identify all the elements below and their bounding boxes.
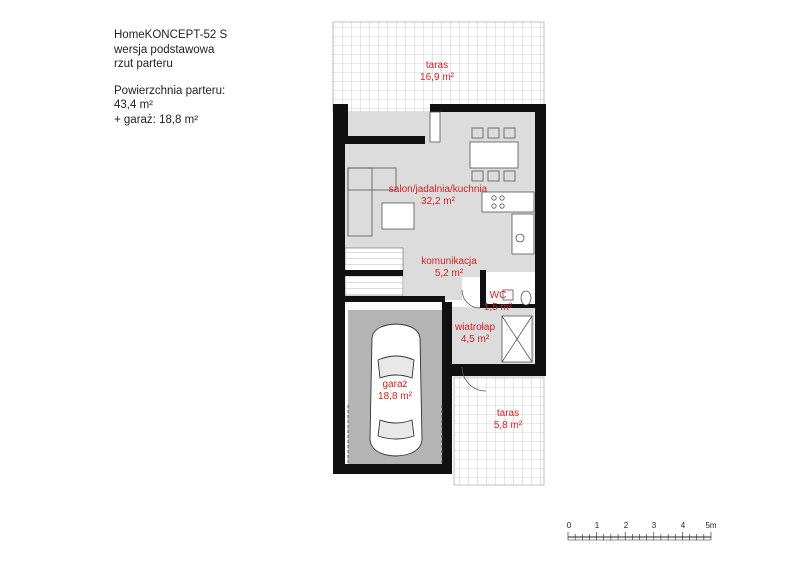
scale-tick-label-3: 3 [651,521,657,530]
car-outline [370,324,422,456]
scale-tick-label-4: 4 [680,521,686,530]
scale-tick-label-2: 2 [623,521,629,530]
plan-variant: wersja podstawowa [114,43,215,56]
label-vestibule-name: wiatrołap [454,322,496,333]
label-hall-name: komunikacja [421,256,477,267]
plan-type: rzut parteru [114,58,173,70]
label-wc-name: WC [489,290,507,301]
label-living-area: 32,2 m² [421,196,455,207]
label-terrace-top-name: taras [425,60,449,71]
label-vestibule-area: 4,5 m² [460,334,490,345]
label-living-name: salon/jadalnia/kuchnia [388,184,488,195]
label-terrace-bottom-name: taras [496,408,520,419]
project-name: HomeKONCEPT-52 S [114,29,228,41]
scale-tick-label-5: 5m [705,521,717,530]
label-terrace-bottom-area: 5,8 m² [493,420,523,431]
label-hall-area: 5,2 m² [434,268,464,279]
scale-tick-label-0: 0 [566,521,572,530]
area-value: 43,4 m² [114,99,153,111]
scale-bar [567,521,717,540]
label-wc-area: 1,5 m² [483,302,513,313]
label-garage-name: garaż [382,379,408,390]
scale-tick-label-1: 1 [594,521,600,530]
terrace-bottom [454,377,544,485]
area-label: Powierzchnia parteru: [114,84,226,97]
garage-area: + garaż: 18,8 m² [114,113,199,126]
label-garage-area: 18,8 m² [378,391,412,402]
label-terrace-top-area: 16,9 m² [420,72,454,83]
